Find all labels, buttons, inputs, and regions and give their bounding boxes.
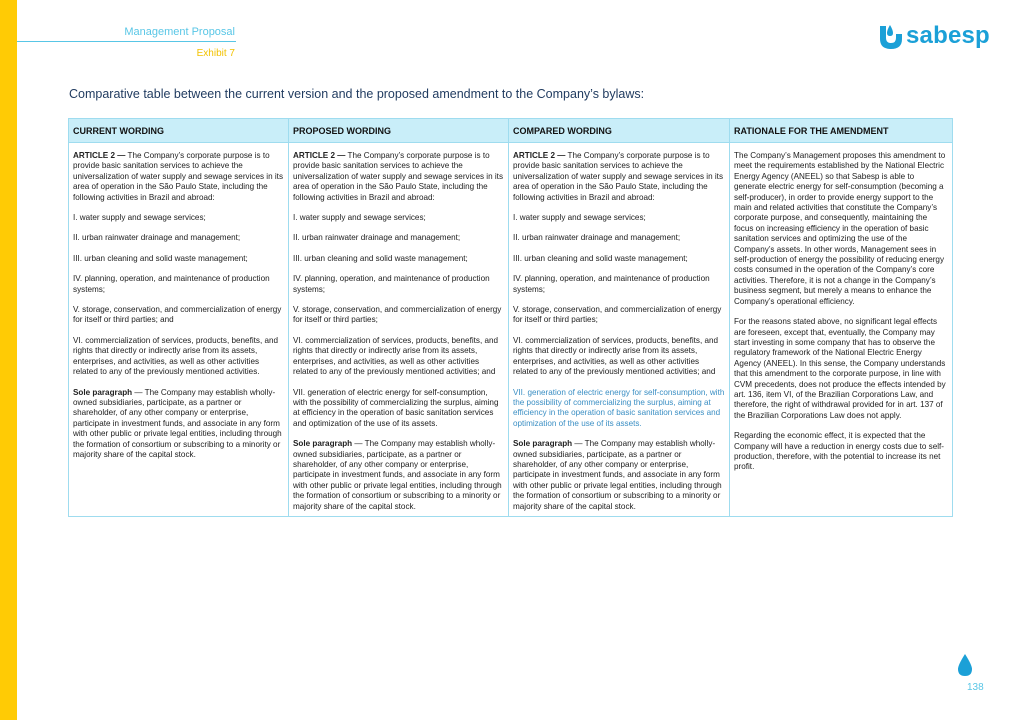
header-divider — [17, 41, 236, 42]
logo-text: sabesp — [906, 22, 990, 49]
list-item: VI. commercialization of services, products, benefits, and rights that directly or indirectly arise from its assets, enterprises, and activities, as well as other activities related to any of the previously mentioned activities; and — [513, 335, 719, 377]
list-item: II. urban rainwater drainage and management; — [73, 233, 241, 243]
header-proposed-wording: PROPOSED WORDING — [289, 119, 509, 143]
list-item: II. urban rainwater drainage and management; — [293, 233, 461, 243]
sole-paragraph — [73, 388, 284, 461]
list-item: III. urban cleaning and solid waste management; — [293, 253, 468, 263]
list-item: VI. commercialization of services, products, benefits, and rights that directly or indirectly arise from its assets, enterprises, and activities, as well as other activities related to any of the previously mentioned activities. — [73, 335, 279, 377]
sabesp-logo-icon — [876, 23, 902, 49]
article-paragraph — [293, 151, 504, 203]
article-text: The Company’s corporate purpose is to provide basic sanitation services to achieve the universalization of water supply and sewage services in its area of operation in the São Paulo State, including the following activities in Brazil and abroad: — [513, 151, 724, 202]
sole-paragraph-label: Sole paragraph — [293, 439, 353, 449]
rationale-paragraph: Regarding the economic effect, it is expected that the Company will have a reduction in energy costs due to self-production, therefore, with the potential to increase its net profit. — [734, 431, 945, 472]
header-compared-wording: COMPARED WORDING — [509, 119, 730, 143]
list-item: III. urban cleaning and solid waste management; — [73, 253, 248, 263]
list-item: VI. commercialization of services, products, benefits, and rights that directly or indirectly arise from its assets, enterprises, and activities, as well as other activities related to any of the previously mentioned activities; and — [293, 335, 499, 377]
article-paragraph — [73, 151, 284, 203]
article-label: ARTICLE 2 — — [73, 151, 126, 160]
sole-paragraph-text: — The Company may establish wholly-owned subsidiaries, participate, as a partner or shareholder, of any other company or enterprise, participate in investment funds, and associate in any form with other public or private legal entities, including through the formation of consortium or subscribing to a minority or majority share of the capital stock. — [293, 439, 502, 511]
list-item: II. urban rainwater drainage and management; — [513, 233, 681, 243]
list-item: I. water supply and sewage services; — [73, 213, 206, 223]
article-text: The Company’s corporate purpose is to provide basic sanitation services to achieve the universalization of water supply and sewage services in its area of operation in the São Paulo State, including the following activities in Brazil and abroad: — [293, 151, 504, 202]
rationale-paragraph: The Company’s Management proposes this amendment to meet the requirements established by the National Electric Energy Agency (ANEEL) so that Sabesp is able to generate electric energy for self-consumption (becoming a self-producer), in order to provide energy support to the main and related activities that constitute the Company’s corporate purpose, and consequently, maintaining the focus on increasing efficiency in the operation of basic sanitation services and optimizing the use of the Company’s assets. In other words, Management sees in self-production of energy the possibility of reducing energy costs consumed in the operation of the Company’s core activities. Therefore, it is not a change in the Company’s business segment, but merely a means to enhance the Company’s operational efficiency. — [734, 151, 946, 306]
sole-paragraph-text: — The Company may establish wholly-owned subsidiaries, participate, as a partner or shareholder, of any other company or enterprise, participate in investment funds, and associate in any form with other public or private legal entities, including through the formation of consortium or subscribing to a minority or majority share of the capital stock. — [513, 439, 722, 511]
sole-paragraph-label: Sole paragraph — [73, 387, 133, 397]
exhibit-label: Exhibit 7 — [196, 48, 235, 59]
cell-compared-wording — [509, 143, 730, 517]
list-item: IV. planning, operation, and maintenance of production systems; — [293, 274, 490, 294]
sole-paragraph-text: — The Company may establish wholly-owned subsidiaries, participate, as a partner or shareholder, of any other company or enterprise, participate in investment funds, and associate in any form with other public or private legal entities, including through the formation of consortium or subscribing to a minority or majority share of the capital stock. — [73, 387, 282, 459]
comparison-table — [68, 118, 953, 517]
article-label: ARTICLE 2 — — [293, 151, 346, 160]
article-text: The Company’s corporate purpose is to provide basic sanitation services to achieve the universalization of water supply and sewage services in its area of operation in the São Paulo State, including the following activities in Brazil and abroad: — [73, 151, 284, 202]
article-label: ARTICLE 2 — — [513, 151, 566, 160]
table-header-row — [69, 119, 953, 143]
list-item: V. storage, conservation, and commercialization of energy for itself or third parties; and — [73, 305, 282, 325]
cell-rationale — [730, 143, 953, 517]
sole-paragraph — [513, 439, 725, 512]
water-drop-icon — [958, 654, 972, 676]
sole-paragraph — [293, 439, 504, 512]
document-title: Management Proposal — [124, 26, 235, 38]
list-item: V. storage, conservation, and commercialization of energy for itself or third parties; — [513, 305, 722, 325]
cell-current-wording — [69, 143, 289, 517]
rationale-paragraph: For the reasons stated above, no significant legal effects are foreseen, except that, eventually, the Company may start investing in some company that has to observe the regulatory framework of the National Electric Energy Agency (ANEEL). In this sense, the Company understands that this amendment to the corporate purpose, in line with CVM precedents, does not produce the effects intended by art. 136, item VI, of the Brazilian Corporations Law, and therefore, the right of withdrawal provided for in art. 137 of the Brazilian Corporations Law does not apply. — [734, 317, 946, 420]
list-item: I. water supply and sewage services; — [513, 213, 646, 223]
article-paragraph — [513, 151, 725, 203]
table-row — [69, 143, 953, 517]
list-item: VII. generation of electric energy for self-consumption, with the possibility of commercializing the surplus, aiming at efficiency in the operation of basic sanitation services and optimization of the use of its assets. — [293, 387, 499, 428]
sabesp-logo — [876, 22, 990, 50]
yellow-side-bar — [0, 0, 17, 720]
list-item: IV. planning, operation, and maintenance of production systems; — [73, 274, 270, 294]
cell-proposed-wording — [289, 143, 509, 517]
list-item: I. water supply and sewage services; — [293, 213, 426, 223]
header-current-wording: CURRENT WORDING — [69, 119, 289, 143]
list-item: V. storage, conservation, and commercialization of energy for itself or third parties; — [293, 305, 502, 325]
page-heading: Comparative table between the current version and the proposed amendment to the Company’s bylaws: — [69, 87, 645, 101]
header-rationale: RATIONALE FOR THE AMENDMENT — [730, 119, 953, 143]
highlighted-new-item: VII. generation of electric energy for self-consumption, with the possibility of commercializing the surplus, aiming at efficiency in the operation of basic sanitation services and optimization of the use of its assets. — [513, 387, 725, 428]
sole-paragraph-label: Sole paragraph — [513, 439, 573, 449]
page-number: 138 — [967, 682, 984, 693]
list-item: III. urban cleaning and solid waste management; — [513, 253, 688, 263]
list-item: IV. planning, operation, and maintenance of production systems; — [513, 274, 710, 294]
